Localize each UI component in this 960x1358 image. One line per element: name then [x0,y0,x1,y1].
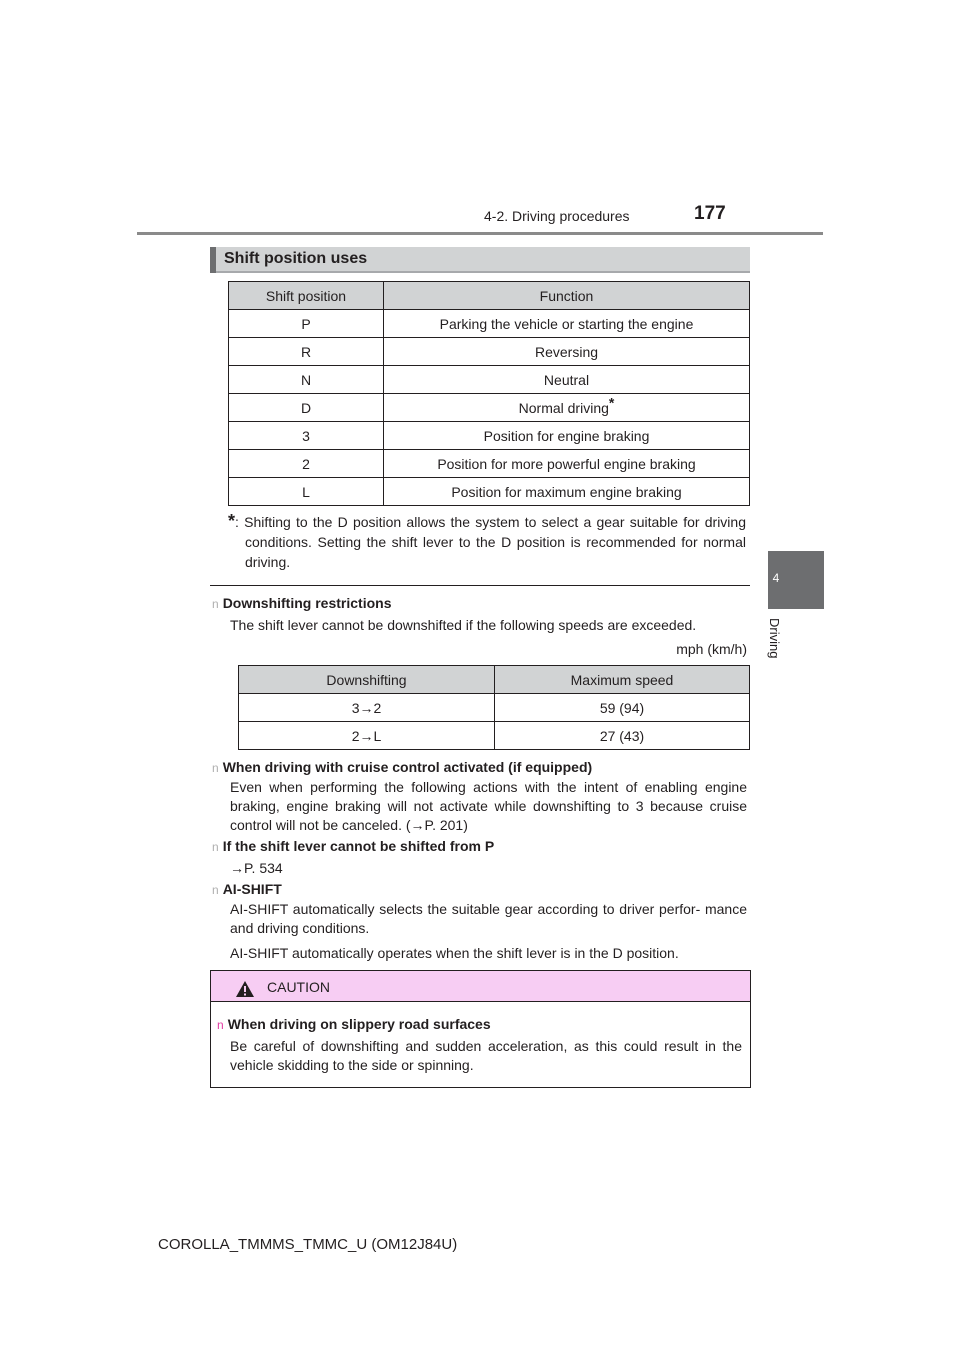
table-cell: N [229,366,384,394]
table-row [229,310,750,338]
table-cell: L [229,478,384,506]
footnote-marker: * [608,393,615,410]
table-cell: Position for engine braking [384,422,750,450]
table-cell: D [229,394,384,422]
footnote-marker: * [228,511,236,531]
chapter-tab-label-wrap [768,612,784,692]
table-row [229,338,750,366]
heading-accent-bar [210,247,216,273]
bullet-icon: n [212,883,219,897]
caution-subtitle: When driving on slippery road surfaces [227,1016,491,1032]
aishift-section [212,880,747,963]
cruise-text: Even when performing the following actions with the intent of enabling engine braking, engine braking will not activate while downshifting to 3 because cruise control will not be canceled. (→P. 201) [230,779,747,833]
table-row [229,450,750,478]
table-cell: Reversing [384,338,750,366]
aishift-text-2: AI-SHIFT automatically operates when the shift lever is in the D position. [230,945,679,961]
bullet-icon: n [217,1018,224,1032]
chapter-tab-label: Driving [767,618,782,659]
aishift-title: AI-SHIFT [222,881,282,897]
caution-body [217,1015,742,1075]
column-header: Downshifting [239,666,495,694]
warning-icon [235,980,255,998]
aishift-text-1: AI-SHIFT automatically selects the suitable gear according to driver perfor- mance and driving conditions. [230,901,747,936]
stuck-section [212,837,747,878]
table-row [229,394,750,422]
stuck-title: If the shift lever cannot be shifted from P [222,838,495,854]
column-header: Function [384,282,750,310]
column-header: Maximum speed [495,666,750,694]
table-row [239,722,750,750]
header-section-title: 4-2. Driving procedures [484,208,630,224]
bullet-icon: n [212,761,219,775]
caution-title: CAUTION [267,979,330,995]
section-divider [210,585,750,586]
table-row [239,694,750,722]
header-divider [137,232,823,235]
table-row [229,478,750,506]
table-header-row [239,666,750,694]
document-footer: COROLLA_TMMMS_TMMC_U (OM12J84U) [158,1236,458,1253]
table-cell: R [229,338,384,366]
section-heading-text: Shift position uses [224,250,368,267]
table-cell-text: Normal driving [518,399,609,416]
footnote-text: : Shifting to the D position allows the system to select a gear suitable for driving conditions. Setting the shift lever to the D position is recommended for normal driving. [235,514,746,570]
footnote [228,511,746,572]
table-cell: 3 [229,422,384,450]
caution-box [210,970,751,1088]
chapter-tab-number: 4 [772,571,780,585]
table-cell: Position for maximum engine braking [384,478,750,506]
table-cell: P [229,310,384,338]
table-cell: 59 (94) [495,694,750,722]
table-header-row [229,282,750,310]
downshift-title: Downshifting restrictions [222,595,392,611]
table-cell: Neutral [384,366,750,394]
cruise-title: When driving with cruise control activated (if equipped) [222,759,593,775]
table-row [229,422,750,450]
shift-position-table [228,281,750,506]
table-cell: 27 (43) [495,722,750,750]
speed-unit: mph (km/h) [676,641,747,657]
table-cell: 2 [229,450,384,478]
page-number: 177 [694,203,726,224]
downshift-text: The shift lever cannot be downshifted if the following speeds are exceeded. [230,617,697,633]
bullet-icon: n [212,597,219,611]
table-cell: 3→2 [239,694,495,722]
column-header: Shift position [229,282,384,310]
table-cell: Position for more powerful engine braking [384,450,750,478]
stuck-text: →P. 534 [230,860,283,876]
cruise-section [212,758,747,835]
caution-header [211,971,750,1002]
table-row [229,366,750,394]
caution-text: Be careful of downshifting and sudden acceleration, as this could result in the vehicle skidding to the side or spinning. [230,1038,742,1073]
downshift-section [212,594,747,659]
downshift-table [238,665,750,750]
section-heading [210,247,750,273]
table-cell: 2→L [239,722,495,750]
table-cell [384,394,750,422]
bullet-icon: n [212,840,219,854]
table-cell: Parking the vehicle or starting the engine [384,310,750,338]
